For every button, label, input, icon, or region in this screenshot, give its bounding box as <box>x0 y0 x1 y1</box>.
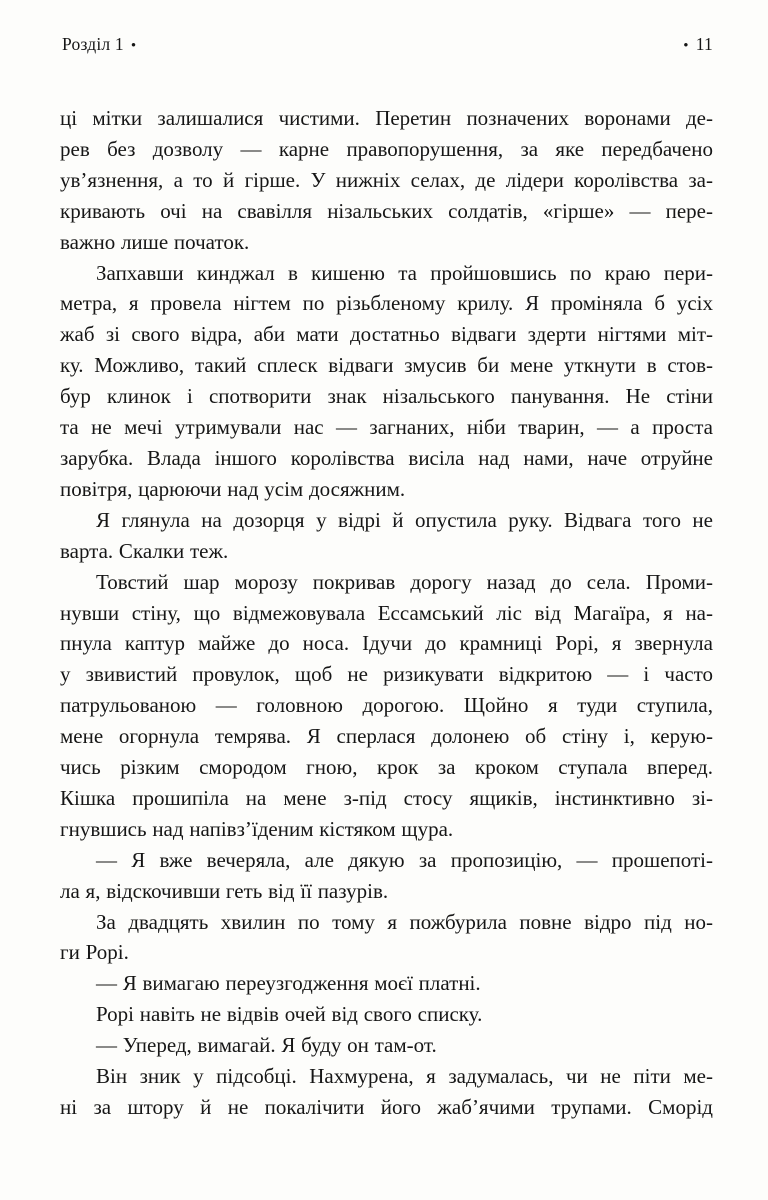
text-line: чись різким смородом гною, крок за кроком ступала вперед. <box>60 755 713 780</box>
text-line: важно лише початок. <box>60 229 250 254</box>
body-text <box>60 103 713 1123</box>
running-header <box>62 34 713 55</box>
text-line: зарубка. Влада іншого королівства висіла над нами, наче отруйне <box>60 445 713 470</box>
text-line: пнула каптур майже до носа. Ідучи до крамниці Рорі, я звернула <box>60 631 713 656</box>
text-line: ла я, відскочивши геть від її пазурів. <box>60 878 389 903</box>
text-line: кривають очі на свавілля нізальських солдатів, «гірше» — пере- <box>60 198 713 223</box>
text-line: ні за штору й не покалічити його жаб’ячими трупами. Сморід <box>60 1095 713 1119</box>
text-line: — Уперед, вимагай. Я буду он там-от. <box>96 1033 437 1058</box>
text-line: Рорі навіть не відвів очей від свого списку. <box>96 1002 483 1027</box>
text-line: нувши стіну, що відмежовувала Ессамський ліс від Магаїра, я на- <box>60 600 713 625</box>
text-line: та не мечі утримували нас — загнаних, ніби тварин, — а проста <box>60 415 713 440</box>
page-number: 11 <box>695 34 713 54</box>
text-line: Він зник у підсобці. Нахмурена, я задумалась, чи не піти ме- <box>96 1064 713 1089</box>
text-line: у звивистий провулок, щоб не ризикувати відкритою — і часто <box>60 662 713 687</box>
text-line: гнувшись над напівз’їденим кістяком щура. <box>60 816 454 841</box>
text-line: ку. Можливо, такий сплеск відваги змусив би мене уткнути в стов- <box>60 353 713 378</box>
text-line: мене огорнула темрява. Я сперлася долонею об стіну і, керую- <box>60 724 713 749</box>
text-line: Кішка прошипіла на мене з-під стосу ящиків, інстинктивно зі- <box>60 785 713 810</box>
header-chapter <box>62 34 136 55</box>
text-line: — Я вимагаю переузгодження моєї платні. <box>96 971 481 996</box>
text-line: бур клинок і спотворити знак нізальського панування. Не стіни <box>60 384 713 409</box>
text-line: патрульованою — головною дорогою. Щойно я туди ступила, <box>60 693 713 718</box>
text-line: рев без дозволу — карне правопорушення, за яке передбачено <box>60 136 713 161</box>
page-number-bullet-icon: • <box>683 38 689 54</box>
chapter-bullet-icon: • <box>130 38 137 54</box>
chapter-label: Розділ 1 <box>62 34 124 54</box>
text-line: ув’язнення, а то й гірше. У нижніх селах, де лідери королівства за- <box>60 167 713 192</box>
text-line: Я глянула на дозорця у відрі й опустила руку. Відвага того не <box>96 507 713 532</box>
text-line: ці мітки залишалися чистими. Перетин позначених воронами де- <box>60 106 713 130</box>
text-line: жаб зі свого відра, аби мати достатньо відваги здерти нігтями міт- <box>60 322 713 347</box>
header-page-number <box>683 34 713 55</box>
text-line: ги Рорі. <box>60 940 129 965</box>
text-line: — Я вже вечеряла, але дякую за пропозицію, — прошепоті- <box>96 847 713 872</box>
text-line: Товстий шар морозу покривав дорогу назад до села. Проми- <box>96 569 713 594</box>
text-line: Запхавши кинджал в кишеню та пройшовшись по краю пери- <box>96 260 713 285</box>
text-line: варта. Скалки теж. <box>60 538 229 563</box>
text-line: За двадцять хвилин по тому я пожбурила повне відро під но- <box>96 909 713 934</box>
text-line: повітря, царюючи над усім досяжним. <box>60 476 406 501</box>
text-line: метра, я провела нігтем по різьбленому крилу. Я проміняла б усіх <box>60 291 713 316</box>
